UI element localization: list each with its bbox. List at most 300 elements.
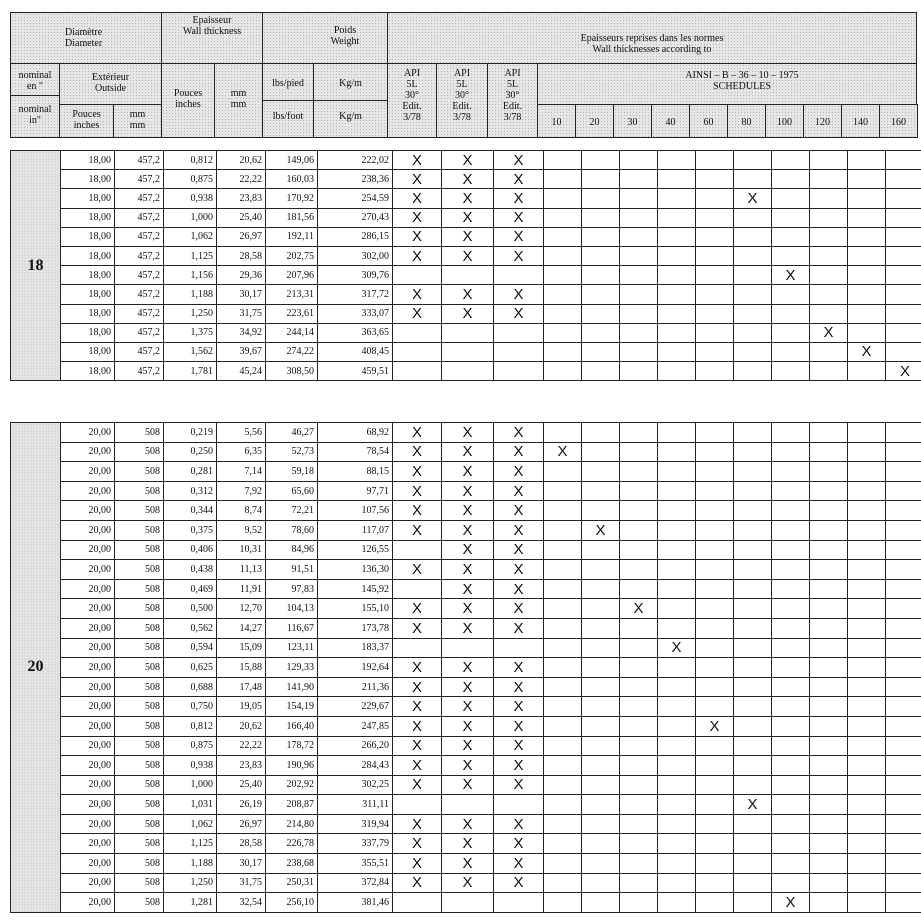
- schedule-mark-cell: [544, 579, 582, 599]
- schedule-mark-cell: [734, 658, 772, 678]
- api-mark-cell: X: [393, 170, 442, 189]
- api-mark-cell: X: [393, 560, 442, 580]
- od-inches-cell: 20,00: [61, 481, 115, 501]
- wall-inches-cell: 0,312: [164, 481, 217, 501]
- od-inches-cell: 18,00: [61, 151, 115, 170]
- weight-kg-cell: 381,46: [318, 893, 393, 913]
- schedule-mark-cell: [658, 442, 696, 462]
- wall-mm-cell: 39,67: [217, 342, 266, 361]
- wall-inches-cell: 1,125: [164, 834, 217, 854]
- schedule-mark-cell: [620, 189, 658, 208]
- schedule-mark-cell: [848, 189, 886, 208]
- weight-kg-cell: 229,67: [318, 697, 393, 717]
- wall-mm-cell: 30,17: [217, 854, 266, 874]
- schedule-mark-cell: [582, 462, 620, 482]
- wall-mm-cell: 45,24: [217, 362, 266, 381]
- wall-mm-cell: 17,48: [217, 677, 266, 697]
- table-row: [11, 893, 921, 913]
- schedule-mark-cell: [848, 481, 886, 501]
- schedule-mark-cell: [620, 481, 658, 501]
- schedule-mark-cell: [658, 677, 696, 697]
- schedule-mark-cell: [544, 285, 582, 304]
- api-header-1: API 5L 30° Edit. 3/78: [387, 63, 437, 138]
- od-mm-cell: 457,2: [115, 170, 164, 189]
- api-mark-cell: X: [393, 304, 442, 323]
- api-mark-cell: X: [494, 462, 544, 482]
- table-row: [11, 266, 921, 285]
- schedule-mark-cell: [544, 893, 582, 913]
- schedule-mark-cell: [734, 481, 772, 501]
- weight-kg-cell: 155,10: [318, 599, 393, 619]
- api-mark-cell: [442, 266, 494, 285]
- schedule-mark-cell: [734, 227, 772, 246]
- schedule-mark-cell: [658, 658, 696, 678]
- weight-lbs-cell: 223,61: [266, 304, 318, 323]
- schedule-mark-cell: [734, 342, 772, 361]
- schedule-mark-cell: [696, 304, 734, 323]
- weight-kg-cell: 311,11: [318, 795, 393, 815]
- schedule-mark-cell: [544, 795, 582, 815]
- weight-lbs-cell: 207,96: [266, 266, 318, 285]
- schedule-mark-cell: [658, 579, 696, 599]
- weight-lbs-cell: 170,92: [266, 189, 318, 208]
- schedule-mark-cell: [582, 442, 620, 462]
- schedule-mark-cell: [620, 520, 658, 540]
- weight-kg-cell: 136,30: [318, 560, 393, 580]
- schedule-mark-cell: [734, 873, 772, 893]
- od-mm-cell: 508: [115, 736, 164, 756]
- schedule-mark-cell: [620, 151, 658, 170]
- schedule-mark-cell: [734, 560, 772, 580]
- weight-kg-cell: 145,92: [318, 579, 393, 599]
- schedule-mark-cell: [620, 795, 658, 815]
- table-row: [11, 873, 921, 893]
- weight-lbs-cell: 160,03: [266, 170, 318, 189]
- api-mark-cell: X: [442, 304, 494, 323]
- schedule-mark-cell: [772, 756, 810, 776]
- wall-mm-cell: 26,97: [217, 814, 266, 834]
- wall-mm-cell: 25,40: [217, 775, 266, 795]
- schedule-mark-cell: [582, 246, 620, 265]
- api-mark-cell: [494, 893, 544, 913]
- schedule-mark-cell: [810, 579, 848, 599]
- schedule-mark-cell: [696, 795, 734, 815]
- api-mark-cell: [393, 323, 442, 342]
- schedule-mark-cell: [544, 677, 582, 697]
- od-mm-cell: 508: [115, 756, 164, 776]
- od-inches-cell: 18,00: [61, 304, 115, 323]
- weight-lbs-cell: 149,06: [266, 151, 318, 170]
- schedule-60-header: 60: [689, 104, 728, 138]
- schedule-mark-cell: [544, 736, 582, 756]
- wall-mm-cell: 7,14: [217, 462, 266, 482]
- wall-mm-cell: 11,91: [217, 579, 266, 599]
- schedule-mark-cell: [620, 736, 658, 756]
- schedule-mark-cell: [772, 462, 810, 482]
- od-mm-cell: 508: [115, 775, 164, 795]
- wall-inches-cell: 0,438: [164, 560, 217, 580]
- schedule-mark-cell: [696, 540, 734, 560]
- api-mark-cell: X: [442, 814, 494, 834]
- weight-kg-cell: 363,65: [318, 323, 393, 342]
- table-row: [11, 520, 921, 540]
- weight-kg-cell: 88,15: [318, 462, 393, 482]
- api-mark-cell: X: [442, 658, 494, 678]
- schedule-mark-cell: [620, 618, 658, 638]
- wall-mm-cell: 11,13: [217, 560, 266, 580]
- schedule-mark-cell: [734, 579, 772, 599]
- schedule-mark-cell: [772, 736, 810, 756]
- wall-inches-cell: 1,188: [164, 285, 217, 304]
- schedule-mark-cell: [620, 579, 658, 599]
- od-mm-cell: 508: [115, 795, 164, 815]
- weight-kg-cell: 284,43: [318, 756, 393, 776]
- schedule-mark-cell: [544, 266, 582, 285]
- weight-lbs-cell: 141,90: [266, 677, 318, 697]
- api-mark-cell: X: [393, 481, 442, 501]
- schedule-mark-cell: [620, 560, 658, 580]
- weight-kg-cell: 319,94: [318, 814, 393, 834]
- schedule-mark-cell: [696, 342, 734, 361]
- api-mark-cell: X: [442, 501, 494, 521]
- schedule-mark-cell: [544, 501, 582, 521]
- api-mark-cell: X: [494, 736, 544, 756]
- schedule-mark-cell: [848, 638, 886, 658]
- wall-mm-cell: 22,22: [217, 736, 266, 756]
- api-mark-cell: X: [393, 736, 442, 756]
- schedule-mark-cell: [848, 579, 886, 599]
- schedule-mark-cell: [810, 285, 848, 304]
- api-mark-cell: X: [494, 442, 544, 462]
- od-mm-cell: 457,2: [115, 151, 164, 170]
- od-mm-cell: 508: [115, 442, 164, 462]
- schedule-mark-cell: [772, 442, 810, 462]
- weight-lbs-cell: 129,33: [266, 658, 318, 678]
- schedule-40-header: 40: [651, 104, 690, 138]
- schedule-mark-cell: [620, 227, 658, 246]
- schedule-mark-cell: [658, 423, 696, 443]
- schedule-mark-cell: [658, 697, 696, 717]
- schedule-mark-cell: [544, 560, 582, 580]
- schedule-mark-cell: [696, 442, 734, 462]
- weight-lbs-cell: 178,72: [266, 736, 318, 756]
- schedule-mark-cell: [620, 304, 658, 323]
- schedule-mark-cell: [696, 834, 734, 854]
- api-mark-cell: X: [442, 423, 494, 443]
- schedule-mark-cell: [886, 893, 921, 913]
- schedule-mark-cell: [772, 677, 810, 697]
- wall-mm-cell: 9,52: [217, 520, 266, 540]
- weight-lbs-cell: 202,92: [266, 775, 318, 795]
- schedule-mark-cell: [810, 854, 848, 874]
- schedule-mark-cell: [848, 462, 886, 482]
- api-mark-cell: [494, 342, 544, 361]
- od-inches-cell: 20,00: [61, 873, 115, 893]
- schedule-mark-cell: X: [848, 342, 886, 361]
- schedule-mark-cell: [734, 716, 772, 736]
- table-row: [11, 423, 921, 443]
- schedule-mark-cell: [620, 170, 658, 189]
- schedule-mark-cell: [620, 658, 658, 678]
- schedule-160-header: 160: [879, 104, 918, 138]
- api-mark-cell: X: [442, 775, 494, 795]
- od-mm-cell: 457,2: [115, 342, 164, 361]
- wall-mm-cell: 14,27: [217, 618, 266, 638]
- schedule-mark-cell: [886, 285, 921, 304]
- schedule-mark-cell: [772, 834, 810, 854]
- schedule-mark-cell: [734, 462, 772, 482]
- od-inches-cell: 18,00: [61, 208, 115, 227]
- wall-mm-cell: 5,56: [217, 423, 266, 443]
- api-mark-cell: X: [494, 677, 544, 697]
- wall-inches-cell: 0,625: [164, 658, 217, 678]
- schedule-mark-cell: [810, 227, 848, 246]
- schedule-mark-cell: [848, 304, 886, 323]
- schedule-mark-cell: X: [582, 520, 620, 540]
- api-mark-cell: X: [393, 697, 442, 717]
- wall-inches-cell: 1,125: [164, 246, 217, 265]
- schedule-mark-cell: [582, 579, 620, 599]
- schedule-mark-cell: [772, 520, 810, 540]
- schedule-mark-cell: X: [620, 599, 658, 619]
- weight-lbs-cell: 192,11: [266, 227, 318, 246]
- schedule-mark-cell: [620, 677, 658, 697]
- wall-inches-cell: 0,812: [164, 151, 217, 170]
- schedule-mark-cell: [620, 246, 658, 265]
- weight-kg-cell: 238,36: [318, 170, 393, 189]
- schedule-mark-cell: [582, 189, 620, 208]
- weight-kg-cell: 270,43: [318, 208, 393, 227]
- schedule-mark-cell: [582, 873, 620, 893]
- od-mm-cell: 508: [115, 677, 164, 697]
- schedule-mark-cell: [696, 854, 734, 874]
- schedule-mark-cell: [696, 423, 734, 443]
- wall-inches-cell: 1,188: [164, 854, 217, 874]
- wall-mm-cell: 23,83: [217, 189, 266, 208]
- api-mark-cell: X: [442, 151, 494, 170]
- schedule-mark-cell: [696, 756, 734, 776]
- api-mark-cell: X: [494, 540, 544, 560]
- schedule-mark-cell: [696, 266, 734, 285]
- schedule-mark-cell: [544, 540, 582, 560]
- schedule-mark-cell: [544, 170, 582, 189]
- schedule-mark-cell: [544, 481, 582, 501]
- schedule-mark-cell: [696, 677, 734, 697]
- od-inches-cell: 20,00: [61, 462, 115, 482]
- schedule-mark-cell: [772, 814, 810, 834]
- schedule-mark-cell: [734, 736, 772, 756]
- schedule-mark-cell: [734, 638, 772, 658]
- schedule-mark-cell: [582, 658, 620, 678]
- api-mark-cell: X: [494, 697, 544, 717]
- wall-mm-header: mm mm: [214, 63, 263, 138]
- od-inches-cell: 18,00: [61, 246, 115, 265]
- wall-mm-cell: 15,88: [217, 658, 266, 678]
- schedule-mark-cell: [544, 246, 582, 265]
- outside-mm-header: mm mm: [113, 104, 162, 138]
- api-mark-cell: X: [494, 756, 544, 776]
- weight-lbs-cell: 166,40: [266, 716, 318, 736]
- schedule-mark-cell: [582, 304, 620, 323]
- wall-mm-cell: 31,75: [217, 304, 266, 323]
- schedule-mark-cell: [734, 423, 772, 443]
- schedule-mark-cell: [886, 814, 921, 834]
- schedule-mark-cell: [886, 304, 921, 323]
- api-mark-cell: X: [393, 285, 442, 304]
- schedule-30-header: 30: [613, 104, 652, 138]
- weight-kg-cell: 107,56: [318, 501, 393, 521]
- wall-inches-cell: 1,281: [164, 893, 217, 913]
- schedule-mark-cell: [620, 854, 658, 874]
- wall-inches-cell: 0,594: [164, 638, 217, 658]
- wall-mm-cell: 20,62: [217, 716, 266, 736]
- schedule-mark-cell: [886, 227, 921, 246]
- api-mark-cell: X: [442, 520, 494, 540]
- schedule-mark-cell: [772, 151, 810, 170]
- schedule-mark-cell: [810, 540, 848, 560]
- schedule-mark-cell: [810, 481, 848, 501]
- schedule-mark-cell: [772, 362, 810, 381]
- weight-lbs-cell: 226,78: [266, 834, 318, 854]
- od-inches-cell: 20,00: [61, 834, 115, 854]
- api-mark-cell: X: [393, 520, 442, 540]
- schedule-mark-cell: [658, 775, 696, 795]
- table-row: [11, 638, 921, 658]
- weight-lbs-cell: 208,87: [266, 795, 318, 815]
- schedule-mark-cell: [658, 893, 696, 913]
- weight-kg-cell: 309,76: [318, 266, 393, 285]
- schedule-mark-cell: [620, 697, 658, 717]
- schedule-mark-cell: [620, 893, 658, 913]
- weight-lbs-cell: 256,10: [266, 893, 318, 913]
- od-inches-cell: 20,00: [61, 560, 115, 580]
- weight-lbs-cell: 72,21: [266, 501, 318, 521]
- schedule-mark-cell: [886, 716, 921, 736]
- wall-inches-cell: 0,938: [164, 756, 217, 776]
- schedule-mark-cell: [696, 560, 734, 580]
- od-mm-cell: 457,2: [115, 189, 164, 208]
- schedule-mark-cell: [620, 756, 658, 776]
- wall-mm-cell: 31,75: [217, 873, 266, 893]
- api-mark-cell: X: [393, 756, 442, 776]
- schedule-mark-cell: [848, 873, 886, 893]
- schedule-mark-cell: [620, 873, 658, 893]
- schedule-mark-cell: [620, 462, 658, 482]
- api-mark-cell: X: [393, 814, 442, 834]
- wall-mm-cell: 22,22: [217, 170, 266, 189]
- wall-mm-cell: 12,70: [217, 599, 266, 619]
- od-mm-cell: 457,2: [115, 208, 164, 227]
- schedule-mark-cell: [658, 304, 696, 323]
- schedule-mark-cell: [848, 151, 886, 170]
- weight-lbs-cell: 84,96: [266, 540, 318, 560]
- api-mark-cell: X: [442, 540, 494, 560]
- schedule-mark-cell: [810, 756, 848, 776]
- weight-kg-cell: 459,51: [318, 362, 393, 381]
- wall-inches-cell: 1,250: [164, 873, 217, 893]
- wall-inches-cell: 1,781: [164, 362, 217, 381]
- od-inches-cell: 18,00: [61, 323, 115, 342]
- weight-lbs-cell: 116,67: [266, 618, 318, 638]
- schedule-mark-cell: [848, 697, 886, 717]
- od-inches-cell: 18,00: [61, 266, 115, 285]
- api-mark-cell: X: [442, 481, 494, 501]
- schedule-mark-cell: [620, 638, 658, 658]
- schedule-mark-cell: [582, 736, 620, 756]
- wall-mm-cell: 26,97: [217, 227, 266, 246]
- schedule-mark-cell: [582, 540, 620, 560]
- table-row: [11, 151, 921, 170]
- schedule-mark-cell: [772, 304, 810, 323]
- schedule-mark-cell: [848, 893, 886, 913]
- schedule-mark-cell: [620, 285, 658, 304]
- schedule-mark-cell: [772, 873, 810, 893]
- schedule-mark-cell: [658, 540, 696, 560]
- api-mark-cell: [442, 638, 494, 658]
- table-row: [11, 540, 921, 560]
- api-mark-cell: [442, 323, 494, 342]
- schedule-mark-cell: [582, 677, 620, 697]
- schedule-mark-cell: [810, 618, 848, 638]
- schedule-mark-cell: [620, 775, 658, 795]
- schedule-mark-cell: [734, 893, 772, 913]
- api-mark-cell: X: [393, 599, 442, 619]
- od-mm-cell: 508: [115, 893, 164, 913]
- wall-inches-cell: 0,750: [164, 697, 217, 717]
- schedule-mark-cell: [772, 323, 810, 342]
- weight-kg-cell: 337,79: [318, 834, 393, 854]
- wall-inches-header: Pouces inches: [161, 63, 215, 138]
- weight-lbs-cell: 190,96: [266, 756, 318, 776]
- weight-kg-cell: 266,20: [318, 736, 393, 756]
- schedule-mark-cell: [734, 170, 772, 189]
- schedule-mark-cell: [886, 560, 921, 580]
- api-mark-cell: [442, 893, 494, 913]
- table-row: [11, 342, 921, 361]
- schedule-mark-cell: [620, 423, 658, 443]
- weight-kg-cell: 247,85: [318, 716, 393, 736]
- od-inches-cell: 20,00: [61, 501, 115, 521]
- schedule-mark-cell: [544, 208, 582, 227]
- schedule-mark-cell: [810, 208, 848, 227]
- wall-mm-cell: 25,40: [217, 208, 266, 227]
- schedule-mark-cell: [544, 462, 582, 482]
- weight-kg-cell: 286,15: [318, 227, 393, 246]
- schedule-mark-cell: [848, 658, 886, 678]
- od-mm-cell: 508: [115, 579, 164, 599]
- schedule-mark-cell: [810, 658, 848, 678]
- wall-inches-cell: 0,688: [164, 677, 217, 697]
- wall-inches-cell: 0,406: [164, 540, 217, 560]
- od-inches-cell: 20,00: [61, 893, 115, 913]
- schedule-mark-cell: [544, 697, 582, 717]
- schedule-mark-cell: [696, 638, 734, 658]
- schedule-mark-cell: [886, 170, 921, 189]
- api-mark-cell: [494, 323, 544, 342]
- schedule-mark-cell: [696, 658, 734, 678]
- schedule-mark-cell: [848, 677, 886, 697]
- weight-lbs-cell: 123,11: [266, 638, 318, 658]
- schedule-mark-cell: [620, 208, 658, 227]
- wall-inches-cell: 1,562: [164, 342, 217, 361]
- od-mm-cell: 457,2: [115, 246, 164, 265]
- api-mark-cell: X: [393, 442, 442, 462]
- schedule-mark-cell: [696, 599, 734, 619]
- api-mark-cell: [494, 638, 544, 658]
- schedule-mark-cell: [544, 814, 582, 834]
- api-mark-cell: X: [494, 716, 544, 736]
- schedule-mark-cell: [772, 560, 810, 580]
